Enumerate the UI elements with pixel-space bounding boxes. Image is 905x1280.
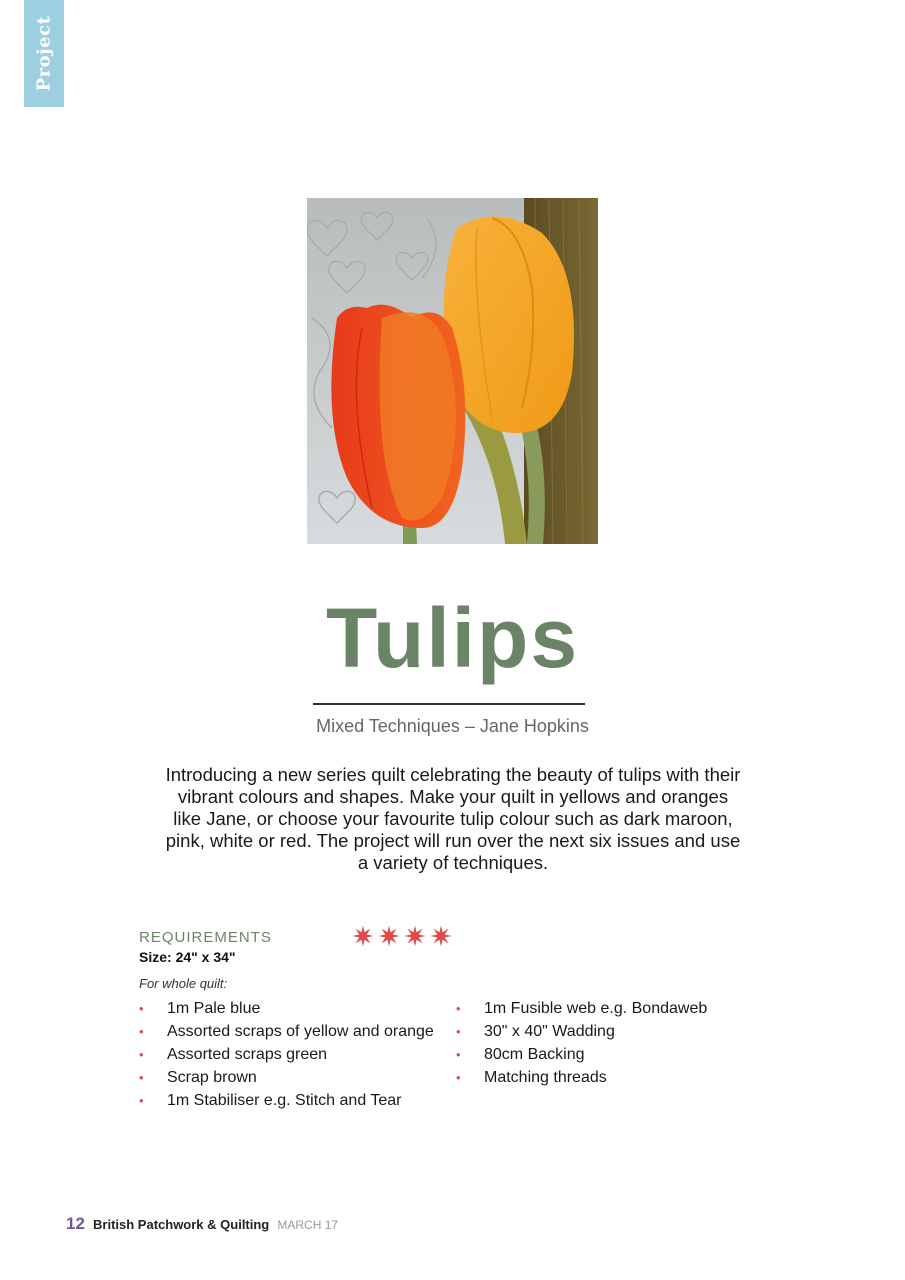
title-divider <box>313 703 585 705</box>
list-item: • 30" x 40" Wadding <box>456 1020 707 1043</box>
list-item: • 80cm Backing <box>456 1043 707 1066</box>
list-item: • Matching threads <box>456 1066 707 1089</box>
magazine-name: British Patchwork & Quilting <box>93 1217 270 1232</box>
intro-paragraph: Introducing a new series quilt celebrating the beauty of tulips with their vibrant colours and shapes. Make your quilt in yellows and oranges like Jane, or choose your favourite tulip colour such as dark maroon, pink, white or red. The project will run over the next six issues and use a variety of techniques. <box>165 764 741 873</box>
page-footer <box>66 1214 338 1234</box>
list-item: • Assorted scraps green <box>139 1043 434 1066</box>
list-item: • Assorted scraps of yellow and orange <box>139 1020 434 1043</box>
star-icon <box>378 925 400 947</box>
issue-date: MARCH 17 <box>277 1218 339 1232</box>
quilt-size: Size: 24" x 34" <box>139 949 236 965</box>
list-item: • Scrap brown <box>139 1066 434 1089</box>
star-icon <box>404 925 426 947</box>
star-icon <box>352 925 374 947</box>
requirements-heading: REQUIREMENTS <box>139 929 272 946</box>
section-tab-label: Project <box>33 15 55 92</box>
article-title: Tulips <box>325 591 580 685</box>
difficulty-rating <box>352 925 452 947</box>
page-number: 12 <box>66 1214 85 1233</box>
list-item: • 1m Pale blue <box>139 997 434 1020</box>
section-tab <box>24 0 64 107</box>
list-item: • 1m Fusible web e.g. Bondaweb <box>456 997 707 1020</box>
list-item: • 1m Stabiliser e.g. Stitch and Tear <box>139 1089 434 1112</box>
materials-subheading: For whole quilt: <box>139 976 228 991</box>
article-subtitle: Mixed Techniques – Jane Hopkins <box>316 716 589 736</box>
requirements-list-right <box>456 997 707 1089</box>
requirements-list-left <box>139 997 434 1112</box>
star-icon <box>430 925 452 947</box>
tulip-photo <box>307 198 598 544</box>
